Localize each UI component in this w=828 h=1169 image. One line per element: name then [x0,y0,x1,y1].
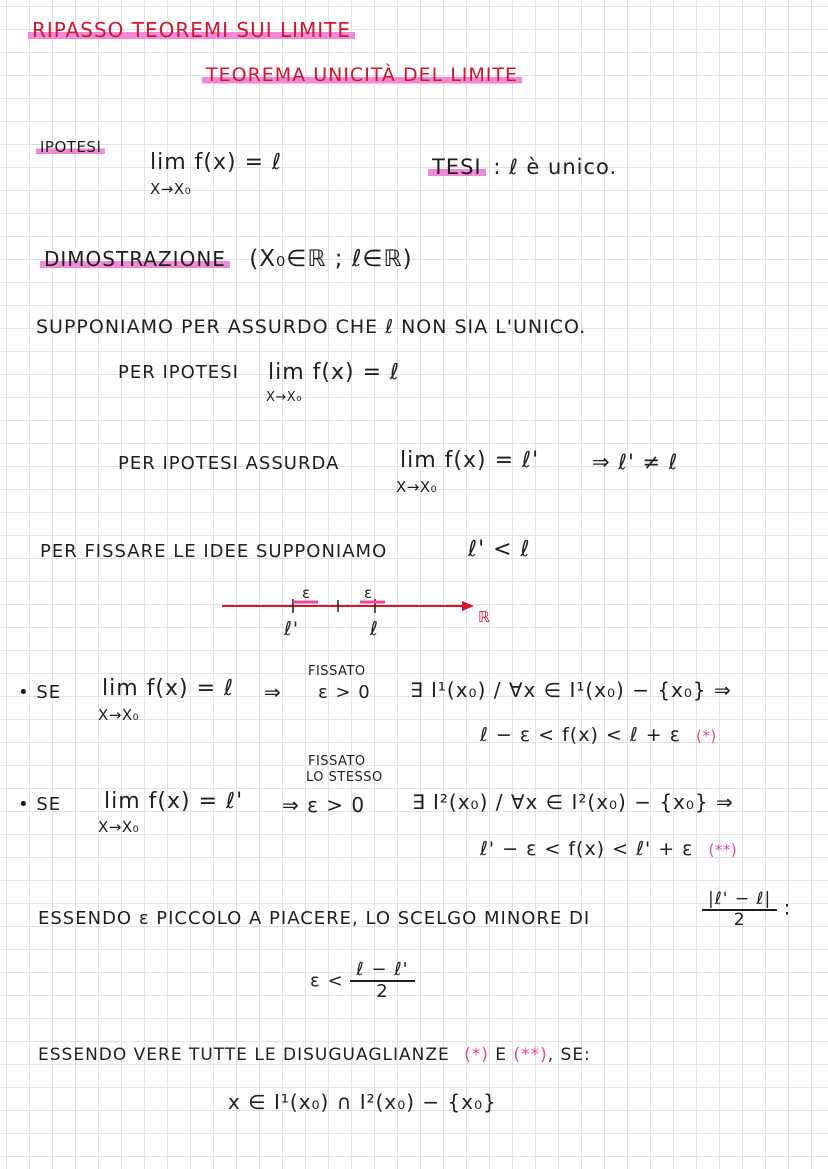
choice-frac [702,890,777,929]
label-l: ℓ [370,618,379,640]
case2-bullet: • SE [18,794,62,815]
thesis-text: : ℓ è unico. [493,155,618,179]
eps-right-label: ε [364,584,373,602]
hypothesis-limit-sub: X→X₀ [150,180,192,198]
label-lprime: ℓ' [284,618,300,640]
case2-arrow: ⇒ ε > 0 [282,793,366,817]
page-title-text: RIPASSO TEOREMI SUI LIMITE [28,18,355,42]
case2-limit: lim f(x) = ℓ' [104,789,244,814]
number-line [210,582,510,652]
conclusion-line [38,1045,591,1065]
choice-fraction [702,890,791,929]
choice-colon: : [783,895,792,920]
eps-bound-den: 2 [376,980,389,1002]
eps-bound-num: ℓ − ℓ' [350,960,414,982]
assurda-limit: lim f(x) = ℓ' [400,448,540,473]
proof-label: DIMOSTRAZIONE [40,247,230,271]
page-title [28,18,355,42]
number-line-arrowhead [462,601,474,611]
case1-sub: X→X₀ [98,706,140,724]
theorem-title-text: TEOREMA UNICITÀ DEL LIMITE [202,64,522,86]
fix-ideas: PER FISSARE LE IDEE SUPPONIAMO [40,541,388,562]
choice-text: ESSENDO ε PICCOLO A PIACERE, LO SCELGO MINORE DI [38,908,591,929]
choice-frac-den: 2 [733,909,746,930]
conclusion-intersection: x ∈ I¹(x₀) ∩ I²(x₀) − {x₀} [228,1090,497,1114]
thesis-label: TESI [428,155,486,179]
axis-label-r: ℝ [478,608,491,626]
case1-arrow: ⇒ [264,680,282,704]
case1-bullet: • SE [18,682,62,703]
assurda-sub: X→X₀ [396,478,438,496]
case1-limit: lim f(x) = ℓ [102,676,235,701]
conclusion-text-a: ESSENDO VERE TUTTE LE DISUGUAGLIANZE [38,1045,450,1065]
case2-exists: ∃ I²(x₀) / ∀x ∈ I²(x₀) − {x₀} ⇒ [412,790,734,814]
eps-bound-lt: ε < [310,970,344,992]
absurd-assumption: SUPPONIAMO PER ASSURDO CHE ℓ NON SIA L'UNICO. [36,316,587,338]
per-assurda-label: PER IPOTESI ASSURDA [118,453,340,474]
case2-inequality [480,838,737,860]
proof-header [40,246,413,272]
proof-domain: (X₀∈ℝ ; ℓ∈ℝ) [249,246,413,272]
conclusion-tag1: (*) [464,1045,489,1065]
hypothesis-limit: lim f(x) = ℓ [150,150,283,175]
case1-fixed-label: FISSATO [308,664,366,679]
case1-fixed-eps: ε > 0 [318,682,371,703]
per-ipotesi-sub: X→X₀ [266,390,302,405]
eps-left-label: ε [302,584,311,602]
assurda-implies: ⇒ ℓ' ≠ ℓ [592,450,679,474]
case2-fixed-label: FISSATO [308,754,366,769]
hypothesis-label-text: IPOTESI [36,138,105,156]
eps-bound-frac [350,960,414,1002]
case1-tag: (*) [696,727,717,745]
per-ipotesi-label: PER IPOTESI [118,362,239,383]
case2-inequality-text: ℓ' − ε < f(x) < ℓ' + ε [480,838,694,860]
conclusion-text-b: , SE: [547,1045,591,1065]
case1-exists: ∃ I¹(x₀) / ∀x ∈ I¹(x₀) − {x₀} ⇒ [410,678,732,702]
theorem-title [202,64,522,86]
eps-bound [310,960,415,1002]
hypothesis-label [36,138,105,156]
choice-frac-num: |ℓ' − ℓ| [702,890,777,911]
case1-inequality-text: ℓ − ε < f(x) < ℓ + ε [480,724,681,746]
conclusion-tag2: (**) [513,1045,548,1065]
case2-tag: (**) [708,841,738,859]
case2-fixed-same: LO STESSO [306,770,383,785]
per-ipotesi-limit: lim f(x) = ℓ [268,360,401,385]
case2-sub: X→X₀ [98,818,140,836]
fix-ideas-relation: ℓ' < ℓ [468,537,531,562]
thesis [428,155,617,179]
conclusion-and: E [495,1045,508,1065]
case1-inequality [480,724,717,746]
